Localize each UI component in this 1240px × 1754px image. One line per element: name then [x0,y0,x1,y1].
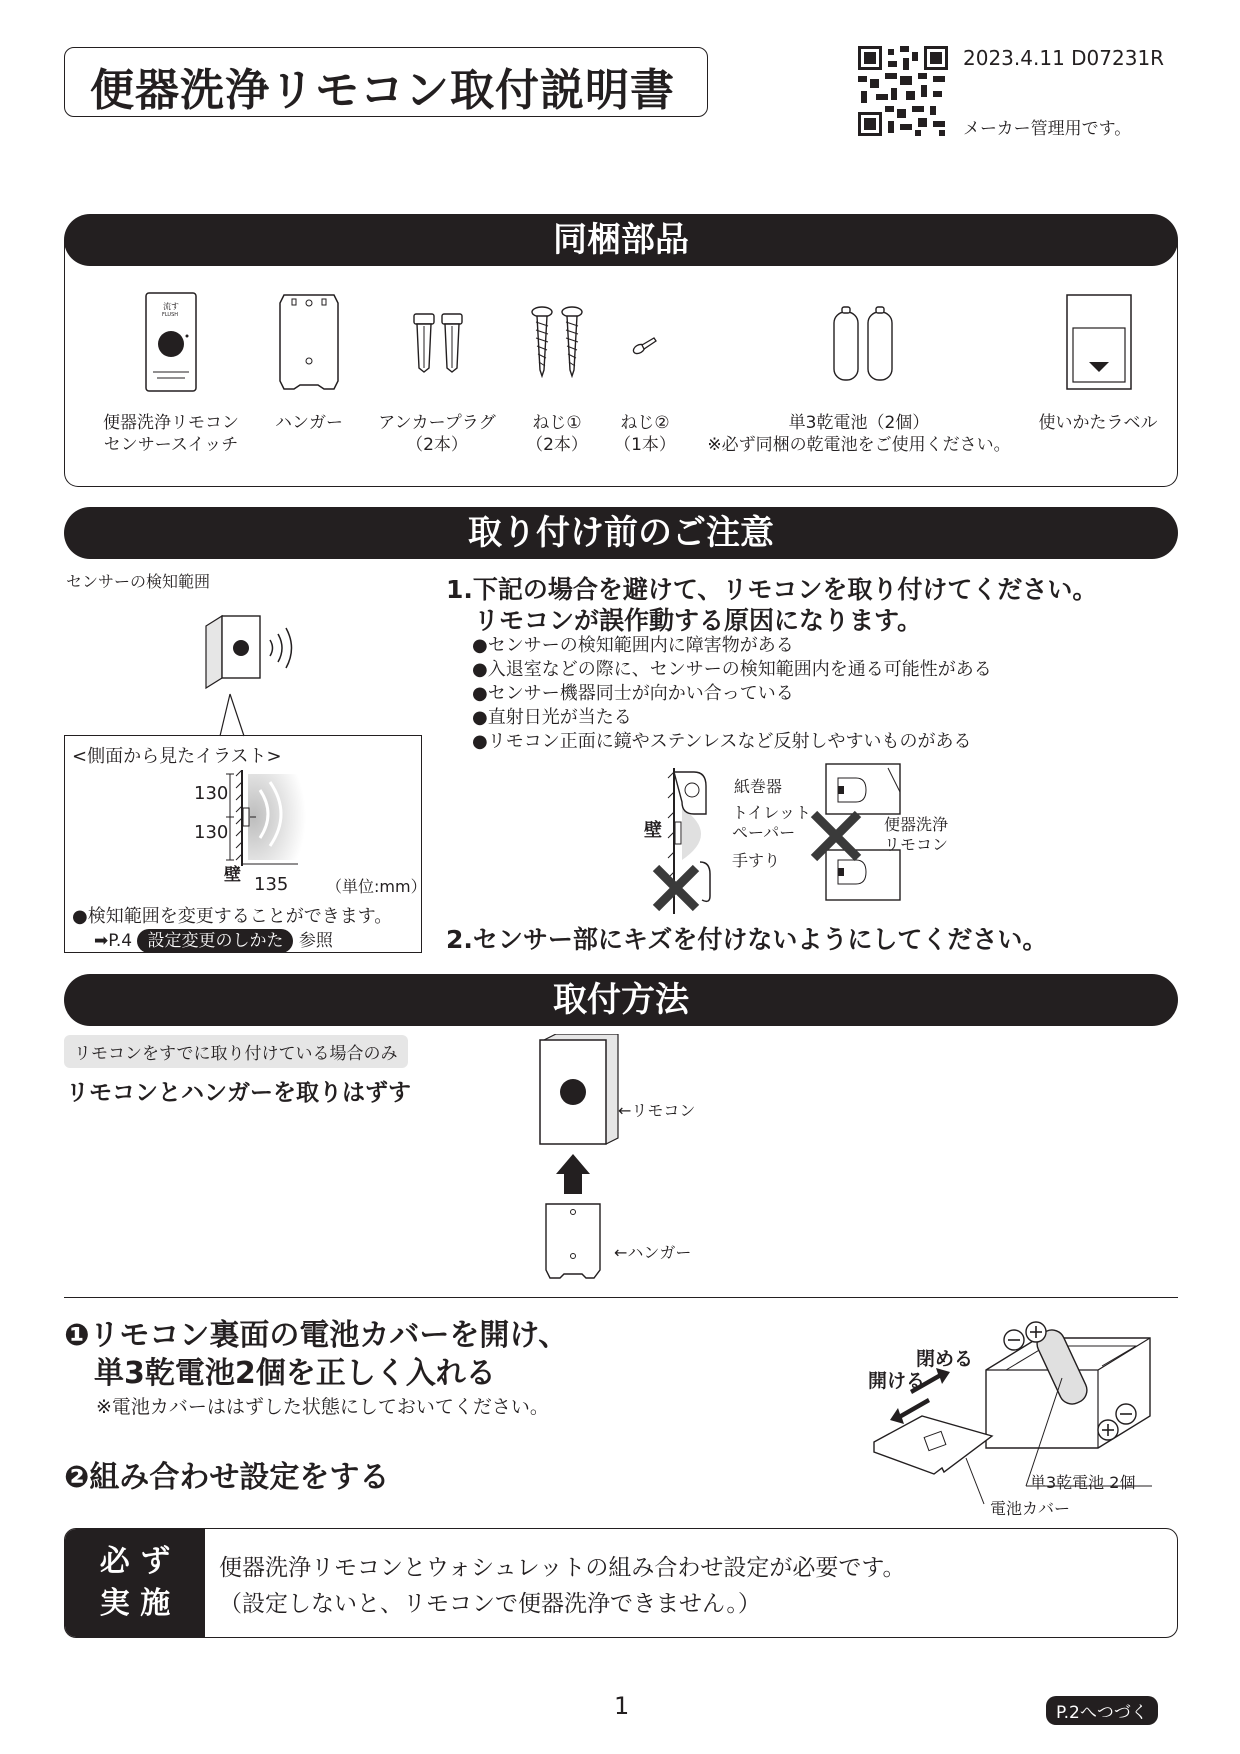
bullet-item: ●センサーの検知範囲内に障害物がある [472,635,794,656]
part-label-usage-label [1032,412,1164,434]
anchor-plug-illustration [412,310,464,374]
side-view-title: <側面から見たイラスト> [72,746,282,767]
hanger-arrow-label [614,1240,691,1263]
must-do-label-line1: 必 ず [99,1544,171,1579]
must-do-label [65,1529,205,1637]
settings-change-link[interactable]: 設定変更のしかた [137,929,293,953]
screw2-illustration [632,334,658,356]
wall-label: 壁 [224,865,241,885]
divider [64,1297,1178,1298]
fig-paper-holder-label: 紙巻器 [734,777,783,796]
section-precautions-heading: 取り付け前のご注意 [64,507,1178,559]
hanger-label: ハンガー [627,1243,692,1262]
dim-depth: 135 [254,874,289,895]
ref-suffix: 参照 [298,931,333,951]
part-label-line2: センサースイッチ [103,435,239,455]
batteries-label: 単3乾電池 2個 [1030,1473,1136,1492]
section-parts-heading: 同梱部品 [64,214,1178,266]
detection-zone-illustration [218,770,308,866]
step1-title-line1: ❶リモコン裏面の電池カバーを開け、 [64,1318,569,1353]
part-label-line2: （2本） [526,435,588,455]
maker-note: メーカー管理用です。 [963,119,1132,139]
fig-toilet-paper-label-2: ペーパー [732,823,796,842]
part-label-batteries [704,412,1014,456]
screw1-illustration [530,306,584,378]
date-code: 2023.4.11 D07231R [963,46,1165,70]
open-label: 開ける [868,1370,926,1392]
part-label-screw2 [608,412,682,456]
part-label-line1: 使いかたラベル [1038,413,1158,433]
aa-batteries-illustration [832,306,894,382]
fig-handrail-label: 手すり [732,851,781,870]
part-label-line1: ねじ① [532,413,582,433]
close-label: 閉める [916,1348,974,1370]
part-label-hanger [268,412,350,434]
must-do-line2: （設定しないと、リモコンで便器洗浄できません。） [219,1591,761,1617]
part-label-line2: （1本） [614,435,676,455]
part-label-remote [98,412,244,456]
battery-cover-label: 電池カバー [990,1499,1071,1518]
step1-note: ※電池カバーははずした状態にしておいてください。 [96,1396,549,1418]
already-installed-tag: リモコンをすでに取り付けている場合のみ [64,1035,408,1068]
part-label-anchor-plug [372,412,502,456]
bullet-item: ●センサー機器同士が向かい合っている [472,683,794,704]
bullet-item: ●直射日光が当たる [472,707,632,728]
qr-code-icon [858,46,948,136]
remote-face-text: 流す [163,302,179,311]
part-label-line2: ※必ず同梱の乾電池をご使用ください。 [707,435,1011,455]
dim-bottom: 130 [194,822,229,843]
hanger-illustration [278,293,340,393]
ref-arrow-text: ➡P.4 [94,931,133,951]
precaution1-bullets [472,634,992,754]
precaution1-line1: 1.下記の場合を避けて、リモコンを取り付けてください。 [446,575,1098,604]
remote-arrow-label [618,1098,695,1121]
bullet-item: ●入退室などの際に、センサーの検知範囲内を通る可能性がある [472,659,992,680]
must-do-label-line2: 実 施 [99,1586,171,1621]
dim-top: 130 [194,783,229,804]
part-label-line1: アンカープラグ [378,413,496,433]
arrow-icon: ← [614,1243,628,1262]
next-page-badge[interactable]: P.2へつづく [1046,1696,1158,1725]
part-label-line1: 便器洗浄リモコン [103,413,239,433]
must-do-box [64,1528,1178,1638]
fig-wall-label: 壁 [644,820,662,841]
part-label-line1: ねじ② [620,413,670,433]
unit-label: （単位:mm） [326,877,427,896]
part-label-line1: ハンガー [275,413,343,433]
fig-remote-label-2: リモコン [884,835,949,854]
fig-toilet-paper-label-1: トイレット [732,803,812,822]
fig-remote-label-1: 便器洗浄 [884,815,949,834]
remote-label: リモコン [631,1101,696,1120]
remove-remote-illustration [538,1034,622,1280]
must-do-line1: 便器洗浄リモコンとウォシュレットの組み合わせ設定が必要です。 [219,1555,906,1581]
section-installation-heading: 取付方法 [64,974,1178,1026]
sensor-range-note: ●検知範囲を変更することができます。 [72,906,393,927]
page-number: 1 [614,1692,630,1720]
remove-title: リモコンとハンガーを取りはずす [66,1080,411,1106]
precaution1-line2: リモコンが誤作動する原因になります。 [474,606,923,635]
page-title: 便器洗浄リモコン取付説明書 [90,65,675,116]
part-label-screw1 [520,412,594,456]
remote-face-subtext: FLUSH [162,312,179,318]
step1-title-line2: 単3乾電池2個を正しく入れる [94,1356,496,1391]
precaution2: 2.センサー部にキズを付けないようにしてください。 [446,925,1048,954]
step2-title: ❷組み合わせ設定をする [64,1460,390,1495]
part-label-line2: （2本） [406,435,468,455]
sensor-range-illustration [200,608,330,738]
part-label-line1: 単3乾電池（2個） [788,413,930,433]
arrow-icon: ← [618,1101,632,1120]
bullet-item: ●リモコン正面に鏡やステンレスなど反射しやすいものがある [472,731,972,752]
usage-label-illustration [1066,294,1132,390]
reference-line [94,926,333,951]
sensor-range-caption: センサーの検知範囲 [66,572,211,591]
